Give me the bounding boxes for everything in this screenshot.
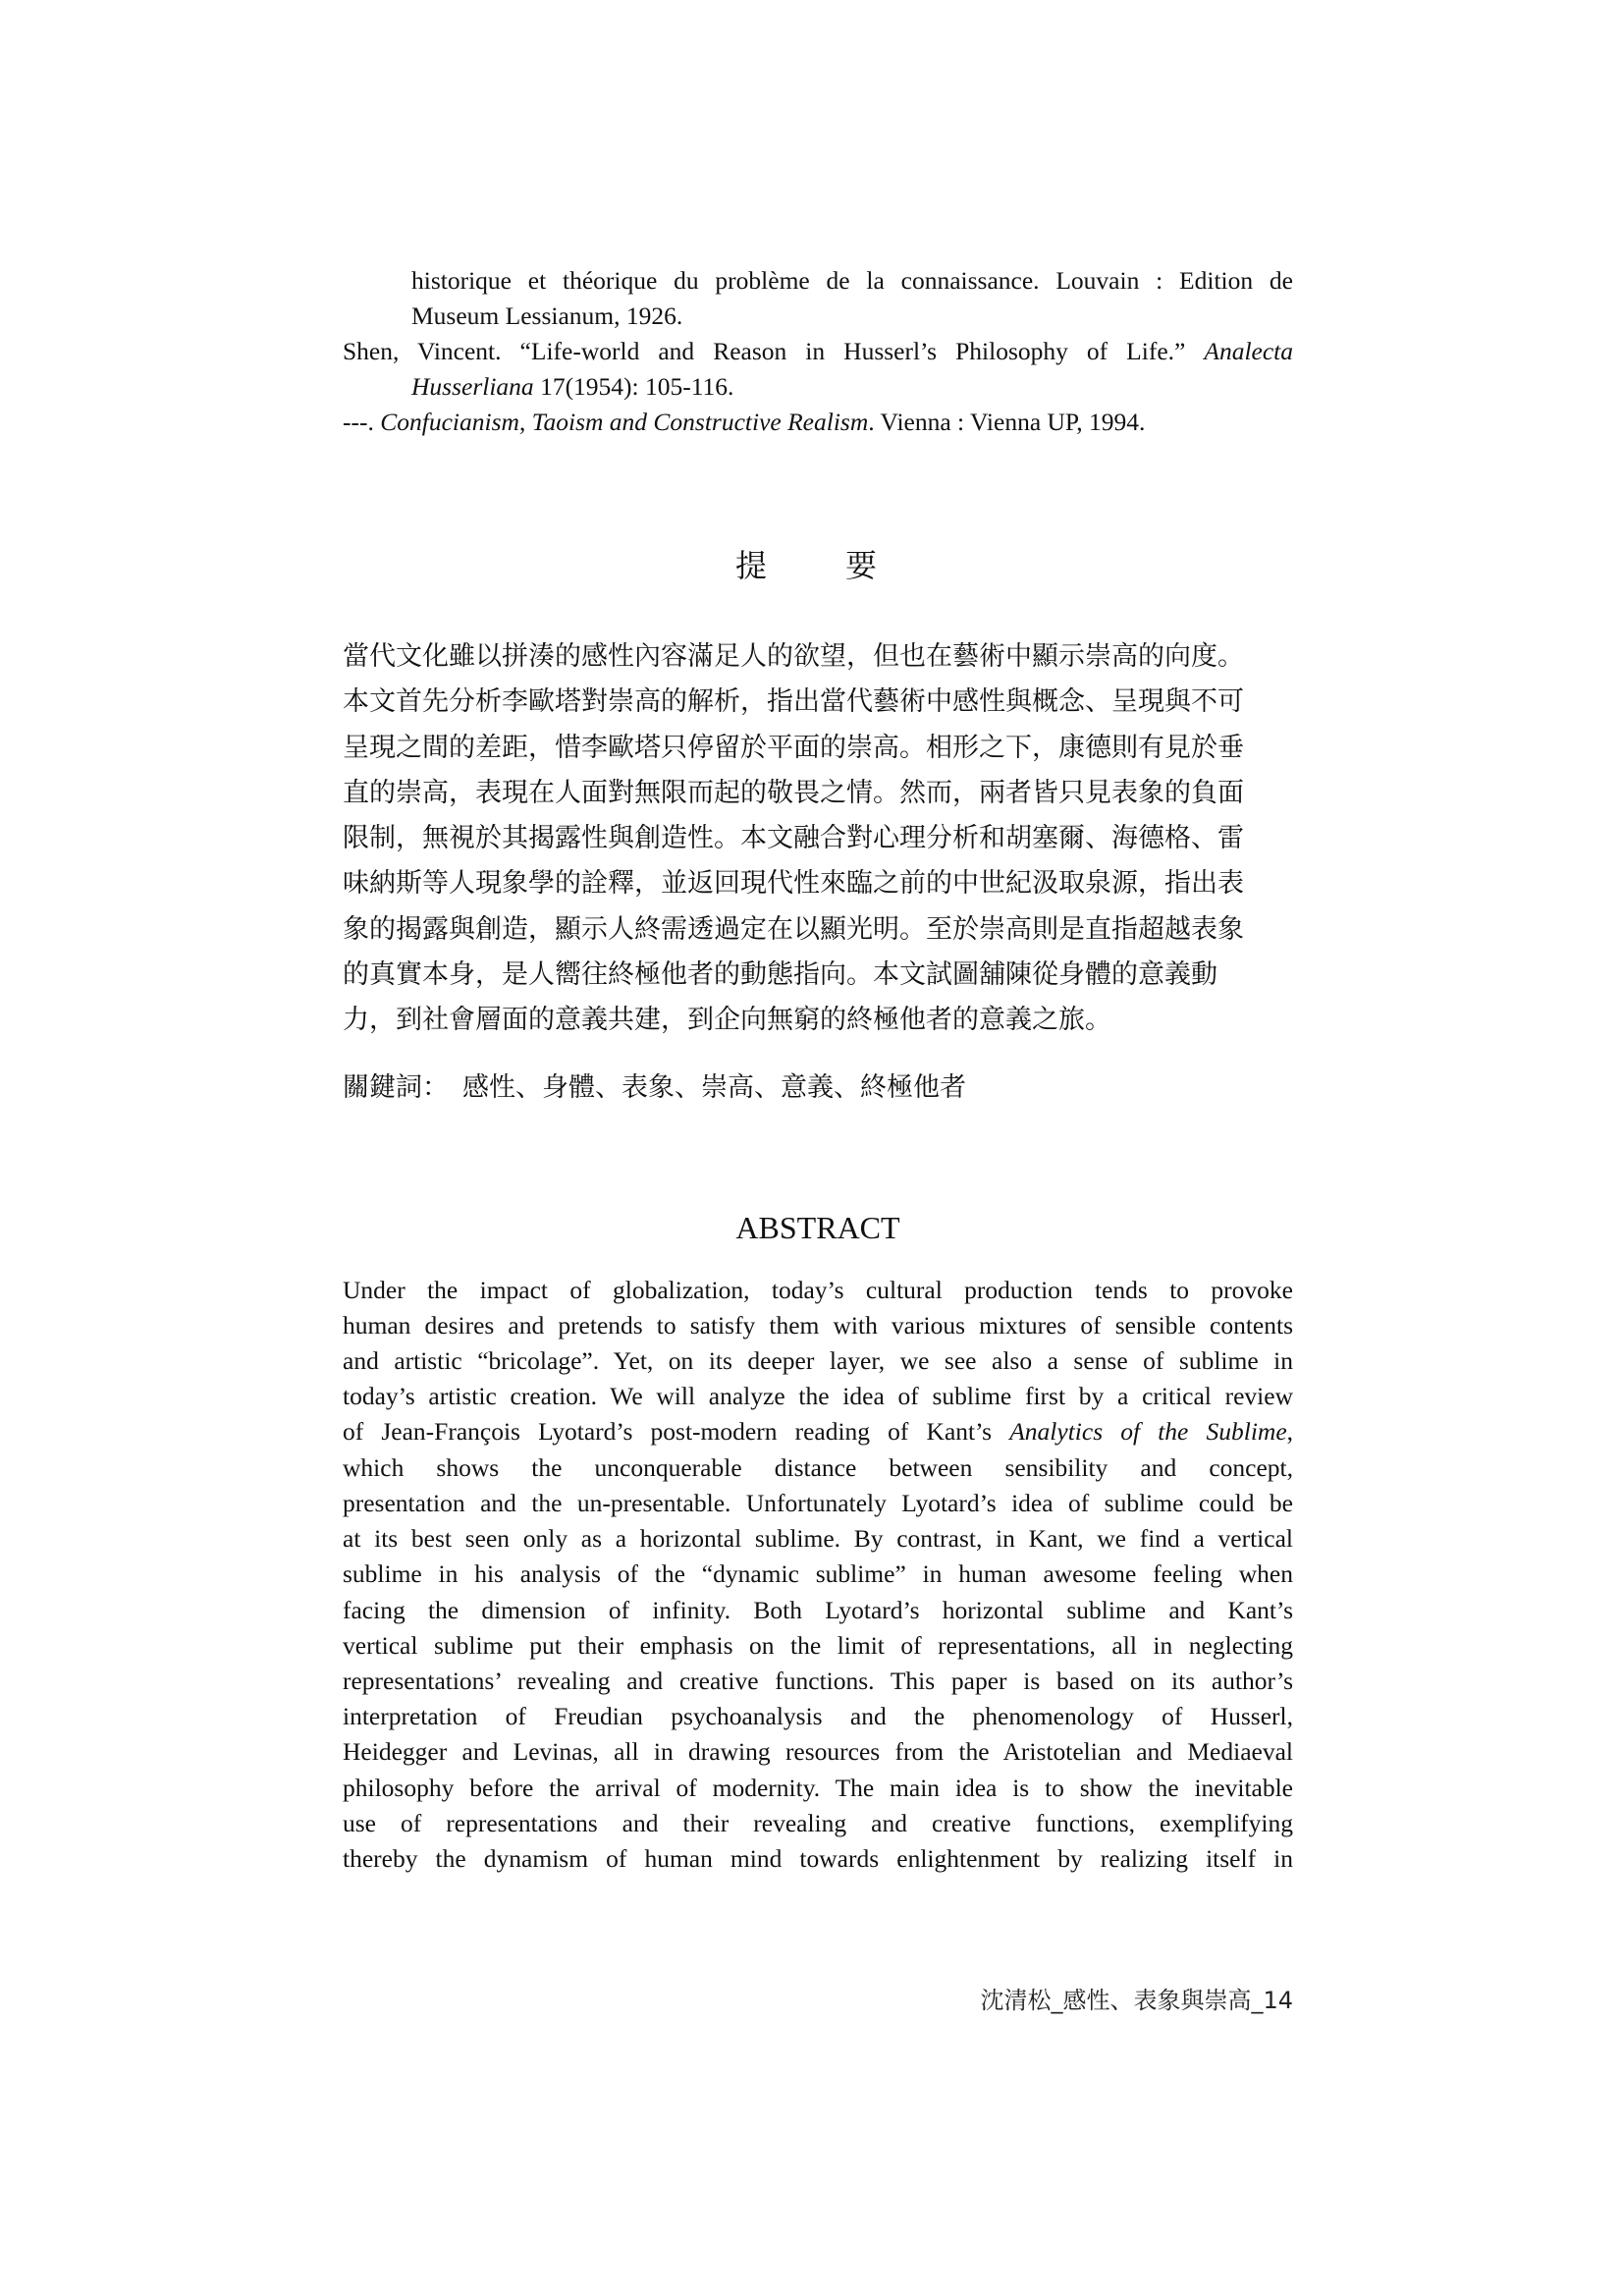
english-abstract-line: facing the dimension of infinity. Both Lyotard’s horizontal sublime and Kant’s — [343, 1595, 1293, 1624]
english-abstract-line: presentation and the un-presentable. Unfortunately Lyotard’s idea of sublime could be — [343, 1488, 1293, 1517]
english-abstract-line: which shows the unconquerable distance between sensibility and concept, — [343, 1452, 1293, 1482]
reference-line: historique et théorique du problème de la connaissance. Louvain : Edition de — [411, 266, 1293, 295]
english-abstract-text: of Jean-François Lyotard’s post-modern reading of Kant’s — [343, 1417, 1010, 1447]
chinese-abstract-line: 象的揭露與創造，顯示人終需透過定在以顯光明。至於崇高則是直指超越表象 — [343, 913, 1244, 945]
english-abstract-line: thereby the dynamism of human mind towards enlightenment by realizing itself in — [343, 1843, 1293, 1873]
english-abstract-line: vertical sublime put their emphasis on the limit of representations, all in neglecting — [343, 1630, 1293, 1660]
reference-entry — [343, 405, 1293, 440]
english-abstract-text: , — [1286, 1417, 1294, 1447]
keywords-list: 感性、身體、表象、崇高、意義、終極他者 — [462, 1071, 966, 1103]
reference-title: “Life-world and Reason in Husserl’s Philosophy of Life.” — [519, 337, 1205, 365]
english-abstract-title: ABSTRACT — [735, 1209, 900, 1245]
chinese-abstract-line: 當代文化雖以拼湊的感性內容滿足人的欲望，但也在藝術中顯示崇高的向度。 — [343, 641, 1244, 672]
keywords-label: 關鍵詞： — [343, 1071, 449, 1103]
reference-entry — [343, 263, 1293, 334]
english-abstract-line: Under the impact of globalization, today’s cultural production tends to provoke — [343, 1275, 1293, 1304]
keywords — [343, 1068, 1293, 1108]
reference-details: 17(1954): 105-116. — [533, 372, 734, 401]
chinese-abstract-line: 直的崇高，表現在人面對無限而起的敬畏之情。然而，兩者皆只見表象的負面 — [343, 777, 1244, 808]
chinese-abstract-line: 限制，無視於其揭露性與創造性。本文融合對心理分析和胡塞爾、海德格、雷 — [343, 823, 1244, 854]
reference-details: . Vienna : Vienna UP, 1994. — [868, 408, 1146, 436]
reference-line: Museum Lessianum, 1926. — [411, 301, 683, 330]
english-abstract-line: and artistic “bricolage”. Yet, on its deeper layer, we see also a sense of sublime in — [343, 1346, 1293, 1376]
english-abstract-italic: Analytics of the Sublime — [1009, 1417, 1287, 1447]
english-abstract-line: sublime in his analysis of the “dynamic sublime” in human awesome feeling when — [343, 1559, 1293, 1589]
chinese-abstract-line: 力，到社會層面的意義共建，到企向無窮的終極他者的意義之旅。 — [343, 1005, 1111, 1036]
english-abstract-line: Heidegger and Levinas, all in drawing resources from the Aristotelian and Mediaeval — [343, 1737, 1293, 1767]
english-abstract-line — [343, 1414, 1293, 1449]
english-abstract-line: interpretation of Freudian psychoanalysis and the phenomenology of Husserl, — [343, 1702, 1293, 1731]
english-abstract-line: today’s artistic creation. We will analyze the idea of sublime first by a critical review — [343, 1382, 1293, 1411]
chinese-abstract-line: 味納斯等人現象學的詮釋，並返回現代性來臨之前的中世紀汲取泉源，指出表 — [343, 868, 1244, 900]
english-abstract-line: representations’ revealing and creative functions. This paper is based on its author’s — [343, 1666, 1293, 1695]
english-abstract-line: at its best seen only as a horizontal sublime. By contrast, in Kant, we find a vertical — [343, 1524, 1293, 1554]
chinese-abstract-line: 的真實本身，是人嚮往終極他者的動態指向。本文試圖舖陳從身體的意義動 — [343, 959, 1217, 991]
chinese-abstract-body — [343, 634, 1293, 1044]
reference-prefix: ---. — [343, 408, 381, 436]
english-abstract-line: philosophy before the arrival of modernity. The main idea is to show the inevitable — [343, 1773, 1293, 1802]
page-footer: 沈清松_感性、表象與崇高_14 — [980, 1987, 1293, 2014]
reference-journal: Analecta — [1204, 337, 1294, 365]
reference-entry — [343, 334, 1293, 405]
page-content — [343, 263, 1293, 1877]
reference-author: Shen, Vincent. — [343, 337, 520, 365]
english-abstract-body — [343, 1273, 1293, 1877]
references-list — [343, 263, 1293, 440]
chinese-abstract-line: 呈現之間的差距，惜李歐塔只停留於平面的崇高。相形之下，康德則有見於垂 — [343, 732, 1244, 763]
english-abstract-line: use of representations and their revealing and creative functions, exemplifying — [343, 1808, 1293, 1837]
chinese-abstract-line: 本文首先分析李歐塔對崇高的解析，指出當代藝術中感性與概念、呈現與不可 — [343, 686, 1244, 718]
english-abstract-line: human desires and pretends to satisfy them with various mixtures of sensible contents — [343, 1310, 1293, 1339]
reference-journal: Husserliana — [411, 372, 534, 401]
chinese-abstract-title: 提 要 — [734, 547, 900, 584]
reference-title: Confucianism, Taoism and Constructive Realism — [380, 408, 869, 436]
